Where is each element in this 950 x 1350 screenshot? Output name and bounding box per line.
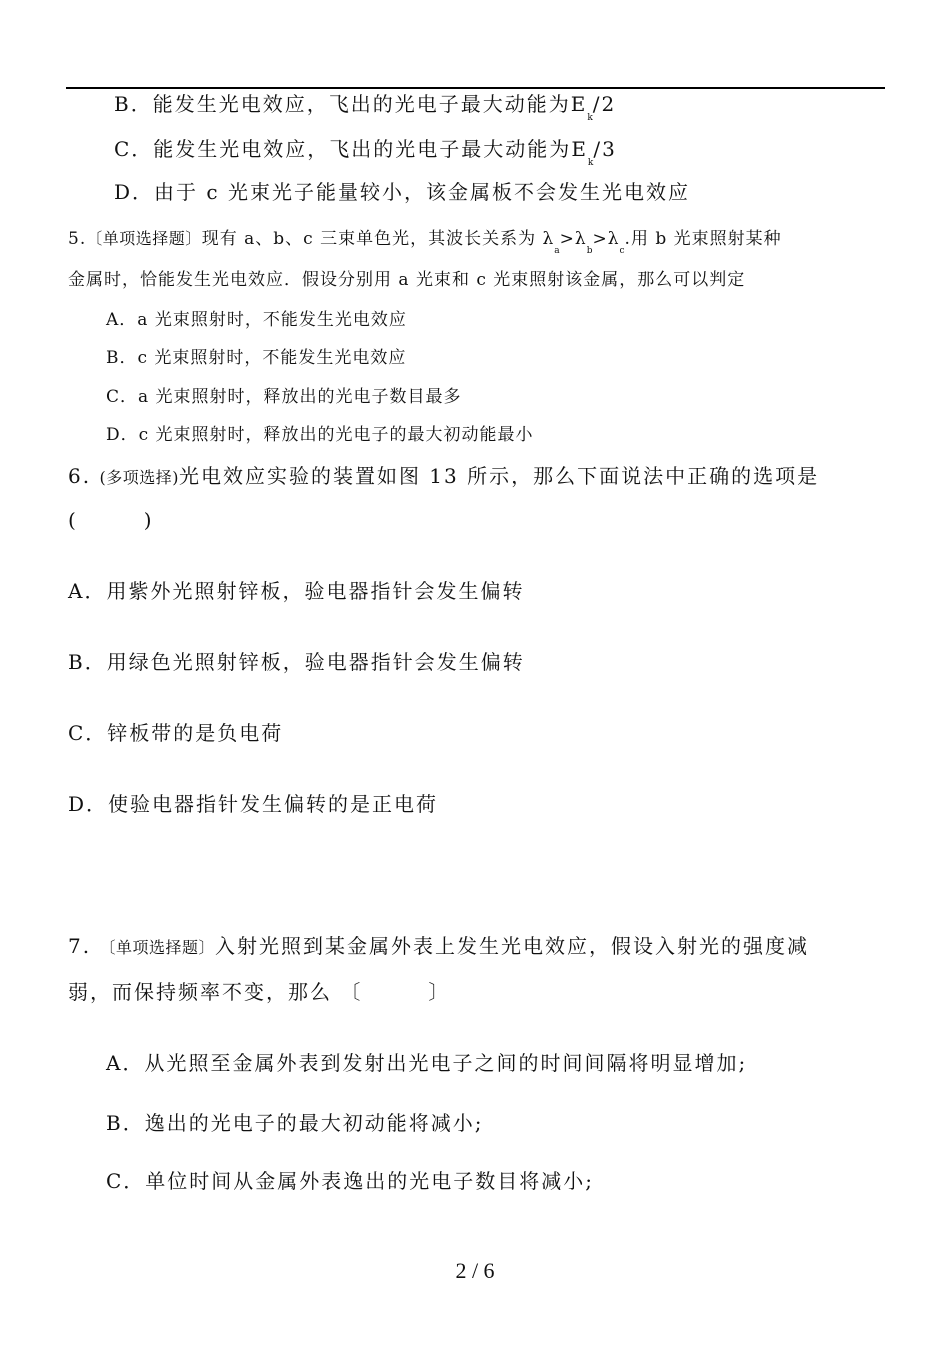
q4-option-c: [114, 137, 617, 168]
greater-than: >: [559, 229, 575, 249]
q4-option-b: [114, 92, 617, 123]
q7-option-b: B．逸出的光电子的最大初动能将减小;: [106, 1111, 484, 1135]
q7-stem-line2: 弱，而保持频率不变，那么 〔 〕: [68, 980, 451, 1004]
q4-option-b-symbol: [570, 92, 593, 123]
q5-stem-text: 现有 a、b、c 三束单色光，其波长关系为: [201, 229, 537, 249]
lambda-symbol: λ: [607, 229, 620, 249]
energy-symbol: E: [570, 92, 588, 116]
q5-stem-line1: [68, 229, 782, 256]
q7-option-a: A．从光照至金属外表到发射出光电子之间的时间间隔将明显增加;: [106, 1051, 748, 1075]
q6-option-c: C．锌板带的是负电荷: [68, 721, 284, 745]
header-rule: [66, 87, 885, 89]
q4-option-b-text: B．能发生光电效应，飞出的光电子最大动能为: [114, 92, 571, 116]
q7-stem-text: 入射光照到某金属外表上发生光电效应，假设入射光的强度减: [214, 934, 809, 958]
subscript-c: c: [619, 246, 625, 256]
q6-option-a: A．用紫外光照射锌板，验电器指针会发生偏转: [68, 579, 525, 603]
greater-than: >: [592, 229, 608, 249]
q4-option-c-symbol: [571, 137, 594, 168]
q5-option-b: B．c 光束照射时，不能发生光电效应: [106, 348, 407, 368]
q5-number: 5.: [68, 229, 87, 249]
q7-option-c: C．单位时间从金属外表逸出的光电子数目将减小;: [106, 1169, 595, 1193]
energy-subscript: k: [587, 113, 593, 123]
q4-option-c-tail: /3: [593, 137, 617, 161]
q4-option-b-tail: /2: [592, 92, 617, 116]
lambda-symbol: λ: [574, 229, 587, 249]
q6-option-b: B．用绿色光照射锌板，验电器指针会发生偏转: [68, 650, 525, 674]
q4-option-c-text: C．能发生光电效应，飞出的光电子最大动能为: [114, 137, 572, 161]
q5-option-a: A．a 光束照射时，不能发生光电效应: [106, 310, 407, 330]
energy-symbol: E: [571, 137, 588, 161]
q4-option-d: D．由于 c 光束光子能量较小，该金属板不会发生光电效应: [114, 180, 690, 204]
q5-option-d: D．c 光束照射时，释放出的光电子的最大初动能最小: [106, 425, 534, 445]
q5-stem-line2: 金属时，恰能发生光电效应．假设分别用 a 光束和 c 光束照射该金属，那么可以判定: [68, 270, 746, 290]
subscript-a: a: [554, 246, 560, 256]
wavelength-relation: [542, 229, 625, 256]
q6-type-tag: (多项选择): [99, 468, 179, 487]
q5-stem-tail: .用 b 光束照射某种: [624, 229, 782, 249]
q6-stem-line1: [68, 466, 819, 486]
q7-type-tag: 〔单项选择题〕: [99, 938, 215, 957]
q5-type-tag: 〔单项选择题〕: [86, 229, 202, 248]
q6-option-d: D．使验电器指针发生偏转的是正电荷: [68, 792, 439, 816]
q5-option-c: C．a 光束照射时，释放出的光电子数目最多: [106, 387, 462, 407]
page-number: 2 / 6: [455, 1258, 495, 1283]
energy-subscript: k: [587, 158, 594, 168]
q7-number: 7.: [68, 934, 92, 958]
q6-answer-bracket: ( ): [68, 508, 154, 532]
q7-stem-line1: [68, 936, 809, 956]
subscript-b: b: [586, 246, 593, 256]
q6-number: 6.: [68, 464, 92, 488]
q6-stem-text: 光电效应实验的装置如图 13 所示，那么下面说法中正确的选项是: [178, 464, 820, 488]
lambda-symbol: λ: [542, 229, 555, 249]
